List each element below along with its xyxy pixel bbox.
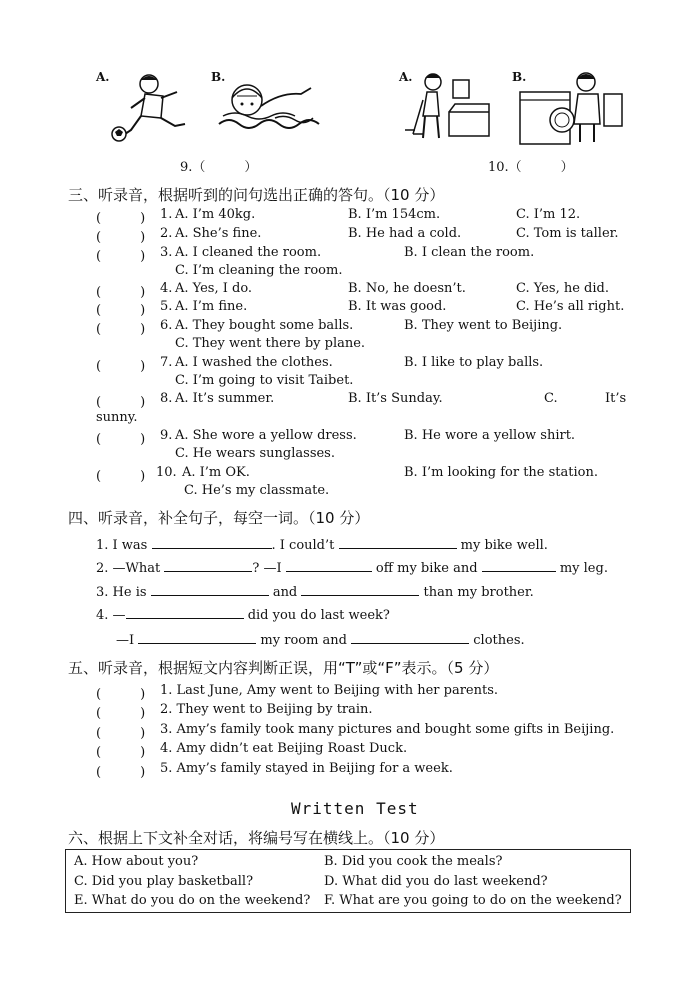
- s3-q2-option-a: A. She’s fine.: [175, 226, 262, 241]
- s4-s3-text-2: and: [272, 585, 298, 600]
- s3-q7-option-c: C. I’m going to visit Taibet.: [175, 373, 354, 388]
- s3-q8-option-b: B. It’s Sunday.: [348, 391, 443, 406]
- s3-q5-option-b: B. It was good.: [348, 299, 447, 314]
- s3-q6-option-c: C. They went there by plane.: [175, 336, 366, 351]
- s3-q5-option-a: A. I’m fine.: [175, 299, 248, 314]
- boy-running-soccer-picture: [105, 70, 197, 146]
- s3-q6-number: 6.: [160, 318, 173, 333]
- s3-q1-option-a: A. I’m 40kg.: [175, 207, 256, 222]
- option-e: E. What do you do on the weekend?: [74, 893, 311, 908]
- s3-q1-number: 1.: [160, 207, 173, 222]
- option-a: A. How about you?: [74, 854, 199, 869]
- s4-sentence-3: [96, 583, 534, 600]
- s3-q3-number: 3.: [160, 245, 173, 260]
- option-d: D. What did you do last weekend?: [324, 874, 548, 889]
- section4-heading: 四、听录音，补全句子，每空一词。（10 分）: [68, 509, 370, 527]
- s5-item-3-answer-paren[interactable]: ( ): [96, 726, 146, 741]
- s3-q4-number: 4.: [160, 281, 173, 296]
- s3-q5-number: 5.: [160, 299, 173, 314]
- s4-s2-text-4: my leg.: [559, 561, 608, 576]
- s4-s3-blank-1[interactable]: [151, 583, 269, 596]
- s4-s2-text-3: off my bike and: [375, 561, 478, 576]
- q10-option-a-label: A.: [399, 70, 413, 84]
- s4-s3-blank-2[interactable]: [301, 583, 419, 596]
- s4-s2-blank-1[interactable]: [164, 559, 252, 572]
- s3-q1-answer-paren[interactable]: ( ): [96, 211, 146, 226]
- s4-s4-text-2: did you do last week?: [247, 608, 390, 623]
- s3-q6-option-a: A. They bought some balls.: [175, 318, 354, 333]
- q10-answer-paren[interactable]: 10.（ ）: [488, 160, 574, 175]
- boy-swimming-picture: [215, 72, 325, 142]
- s4-s2-text-2: ? —I: [252, 561, 282, 576]
- s4-s3-text-1: 3. He is: [96, 585, 147, 600]
- boy-washing-clothes-picture: [518, 70, 628, 146]
- s4-s3-text-3: than my brother.: [423, 585, 534, 600]
- q10-option-b-label: B.: [512, 70, 527, 84]
- q9-option-a-label: A.: [96, 70, 110, 84]
- s3-q4-option-b: B. No, he doesn’t.: [348, 281, 466, 296]
- section3-heading: 三、听录音，根据听到的问句选出正确的答句。（10 分）: [68, 186, 445, 204]
- s3-q9-number: 9.: [160, 428, 173, 443]
- s4-s5-blank-2[interactable]: [351, 631, 469, 644]
- s5-item-5-answer-paren[interactable]: ( ): [96, 765, 146, 780]
- s4-s1-text-1: 1. I was: [96, 538, 148, 553]
- s3-q2-option-b: B. He had a cold.: [348, 226, 462, 241]
- s3-q4-answer-paren[interactable]: ( ): [96, 285, 146, 300]
- s5-item-2-answer-paren[interactable]: ( ): [96, 706, 146, 721]
- written-test-title: Written Test: [291, 799, 419, 818]
- boy-cleaning-room-picture: [405, 70, 505, 146]
- s4-s4-blank-1[interactable]: [126, 606, 244, 619]
- s3-q8-option-c-word: It’s: [605, 391, 627, 406]
- section6-heading: 六、根据上下文补全对话，将编号写在横线上。（10 分）: [68, 829, 445, 847]
- s3-q7-option-a: A. I washed the clothes.: [175, 355, 333, 370]
- s4-s1-text-3: my bike well.: [460, 538, 548, 553]
- s4-s5-text-2: my room and: [260, 633, 347, 648]
- q9-answer-paren[interactable]: 9.（ ）: [180, 160, 258, 175]
- s4-sentence-5: [116, 631, 525, 648]
- s3-q4-option-c: C. Yes, he did.: [516, 281, 609, 296]
- s4-s5-text-1: —I: [116, 633, 135, 648]
- s3-q6-answer-paren[interactable]: ( ): [96, 322, 146, 337]
- s3-q2-number: 2.: [160, 226, 173, 241]
- s3-q10-option-b: B. I’m looking for the station.: [404, 465, 598, 480]
- s3-q1-option-b: B. I’m 154cm.: [348, 207, 441, 222]
- s5-item-5-text: 5. Amy’s family stayed in Beijing for a week.: [160, 761, 453, 776]
- s3-q8-option-c-letter: C.: [544, 391, 558, 406]
- s3-q10-answer-paren[interactable]: ( ): [96, 469, 146, 484]
- s3-q4-option-a: A. Yes, I do.: [175, 281, 253, 296]
- s4-sentence-4: [96, 606, 390, 623]
- section5-heading: 五、听录音，根据短文内容判断正误，用“T”或“F”表示。（5 分）: [68, 659, 499, 677]
- s3-q7-option-b: B. I like to play balls.: [404, 355, 544, 370]
- q9-option-b-label: B.: [211, 70, 226, 84]
- option-c: C. Did you play basketball?: [74, 874, 254, 889]
- s3-q7-number: 7.: [160, 355, 173, 370]
- s3-q5-option-c: C. He’s all right.: [516, 299, 625, 314]
- s3-q8-answer-paren[interactable]: ( ): [96, 395, 146, 410]
- s3-q10-option-a: A. I’m OK.: [182, 465, 250, 480]
- s3-q7-answer-paren[interactable]: ( ): [96, 359, 146, 374]
- s5-item-2-text: 2. They went to Beijing by train.: [160, 702, 373, 717]
- s5-item-4-answer-paren[interactable]: ( ): [96, 745, 146, 760]
- s4-s5-blank-1[interactable]: [138, 631, 256, 644]
- s3-q8-number: 8.: [160, 391, 173, 406]
- option-b: B. Did you cook the meals?: [324, 854, 503, 869]
- s4-s4-text-1: 4. —: [96, 608, 126, 623]
- s4-s1-blank-2[interactable]: [339, 536, 457, 549]
- s3-q9-option-c: C. He wears sunglasses.: [175, 446, 335, 461]
- s3-q2-answer-paren[interactable]: ( ): [96, 230, 146, 245]
- s3-q9-option-b: B. He wore a yellow shirt.: [404, 428, 576, 443]
- s4-s2-blank-2[interactable]: [286, 559, 372, 572]
- option-f: F. What are you going to do on the weekend?: [324, 893, 622, 908]
- s3-q3-option-c: C. I’m cleaning the room.: [175, 263, 343, 278]
- s3-q3-answer-paren[interactable]: ( ): [96, 249, 146, 264]
- s3-q5-answer-paren[interactable]: ( ): [96, 303, 146, 318]
- s3-q9-answer-paren[interactable]: ( ): [96, 432, 146, 447]
- s3-q10-option-c: C. He’s my classmate.: [184, 483, 330, 498]
- s3-q6-option-b: B. They went to Beijing.: [404, 318, 563, 333]
- s3-q2-option-c: C. Tom is taller.: [516, 226, 619, 241]
- s4-s2-blank-3[interactable]: [482, 559, 556, 572]
- s5-item-1-answer-paren[interactable]: ( ): [96, 687, 146, 702]
- s3-q3-option-b: B. I clean the room.: [404, 245, 535, 260]
- s4-sentence-1: [96, 536, 548, 553]
- s3-q3-option-a: A. I cleaned the room.: [175, 245, 322, 260]
- s3-q9-option-a: A. She wore a yellow dress.: [175, 428, 357, 443]
- s4-s1-text-2: . I could’t: [271, 538, 335, 553]
- s3-q8-option-c-continued: sunny.: [96, 410, 138, 425]
- s4-sentence-2: [96, 559, 608, 576]
- s5-item-4-text: 4. Amy didn’t eat Beijing Roast Duck.: [160, 741, 408, 756]
- s4-s5-text-3: clothes.: [473, 633, 525, 648]
- s4-s2-text-1: 2. —What: [96, 561, 161, 576]
- s3-q10-number: 10.: [156, 465, 177, 480]
- s5-item-1-text: 1. Last June, Amy went to Beijing with her parents.: [160, 683, 499, 698]
- s4-s1-blank-1[interactable]: [152, 536, 272, 549]
- dialogue-options-box: [65, 849, 631, 913]
- s3-q1-option-c: C. I’m 12.: [516, 207, 581, 222]
- s3-q8-option-a: A. It’s summer.: [175, 391, 275, 406]
- s5-item-3-text: 3. Amy’s family took many pictures and bought some gifts in Beijing.: [160, 722, 615, 737]
